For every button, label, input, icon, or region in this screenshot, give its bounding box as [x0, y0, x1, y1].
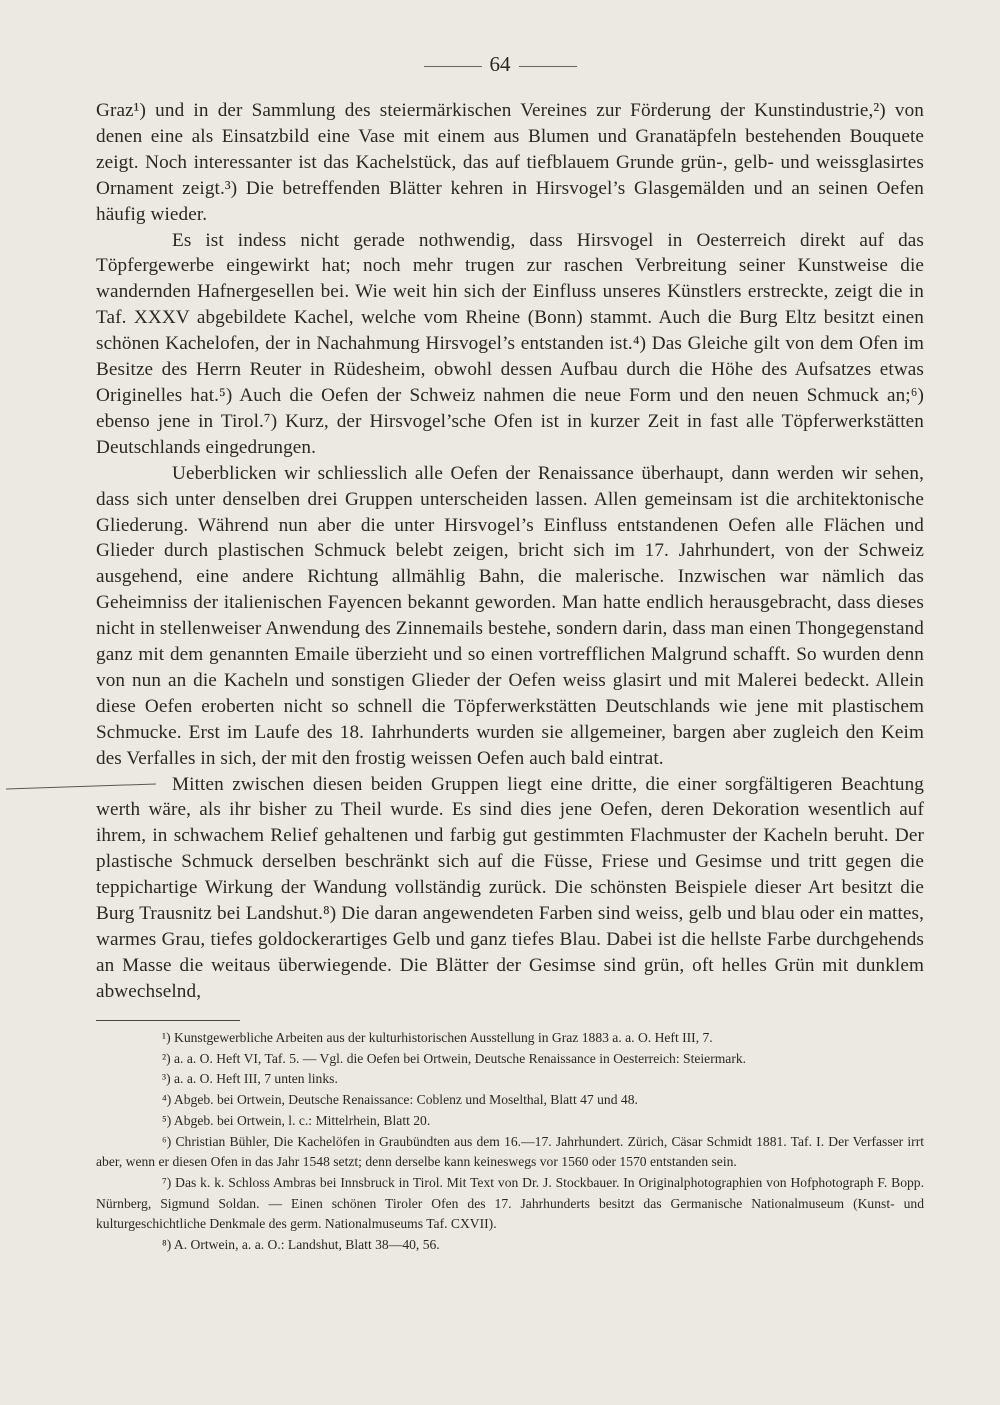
footnote-separator	[96, 1020, 240, 1021]
footnotes	[96, 1028, 924, 1256]
footnote: ¹) Kunstgewerbliche Arbeiten aus der kulturhistorischen Ausstellung in Graz 1883 a. a. O. Heft III, 7.	[162, 1030, 713, 1045]
paragraph: Graz¹) und in der Sammlung des steiermärkischen Vereines zur Förderung der Kunstindustrie,²) von denen eine als Einsatzbild eine Vase mit einem aus Blumen und Granatäpfeln bestehenden Bouquete zeigt. Noch interessanter ist das Kachelstück, das auf tiefblauem Grunde grün-, gelb- und weissglasirtes Ornament zeigt.³) Die betreffenden Blätter kehren in Hirsvogel’s Glasgemälden und an seinen Oefen häufig wieder.	[96, 100, 924, 225]
paragraph: Mitten zwischen diesen beiden Gruppen liegt eine dritte, die einer sorgfältigeren Beachtung werth wäre, als ihr bisher zu Theil wurde. Es sind dies jene Oefen, deren Dekoration wesentlich auf ihrem, in schwachem Relief gehaltenen und farbig gut gestimmten Flachmuster der Kacheln beruht. Der plastische Schmuck derselben beschränkt sich auf die Füsse, Friese und Gesimse und tritt gegen die teppichartige Wirkung der Wandung vollständig zurück. Die schönsten Beispiele dieser Art besitzt die Burg Trausnitz bei Landshut.⁸) Die daran angewendeten Farben sind weiss, gelb und blau oder ein mattes, warmes Grau, tiefes goldockerartiges Gelb und ganz tiefes Blau. Dabei ist die hellste Farbe durchgehends an Masse die weitaus überwiegende. Die Blätter der Gesimse sind grün, oft helles Grün mit dunklem abwechselnd,	[96, 773, 924, 1002]
page-number: 64	[489, 52, 511, 76]
header-rule-right	[519, 66, 577, 67]
footnote: ²) a. a. O. Heft VI, Taf. 5. — Vgl. die Oefen bei Ortwein, Deutsche Renaissance in Oesterreich: Steiermark.	[162, 1050, 747, 1066]
footnote: ⁸) A. Ortwein, a. a. O.: Landshut, Blatt 38—40, 56.	[162, 1237, 440, 1253]
footnote: ⁶) Christian Bühler, Die Kachelöfen in Graubündten aus dem 16.—17. Jahrhundert. Zürich, Cäsar Schmidt 1881. Taf. I. Der Verfasser irrt aber, wenn er diesen Ofen in das Jahr 1548 setzt; denn derselbe kann keineswegs vor 1560 oder 1570 entstanden sein.	[96, 1133, 924, 1170]
footnote: ⁷) Das k. k. Schloss Ambras bei Innsbruck in Tirol. Mit Text von Dr. J. Stockbauer. In Originalphotographien von Hofphotograph F. Bopp. Nürnberg, Sigmund Soldan. — Einen schönen Tiroler Ofen des 17. Jahrhunderts besitzt das Germanische Nationalmuseum (Kunst- und kulturgeschichtliche Denkmale des germ. Nationalmuseums Taf. CXVII).	[96, 1174, 924, 1232]
header-rule-left	[424, 66, 482, 67]
main-text	[96, 98, 924, 1005]
footnote: ⁵) Abgeb. bei Ortwein, l. c.: Mittelrhein, Blatt 20.	[162, 1112, 431, 1128]
paragraph: Ueberblicken wir schliesslich alle Oefen der Renaissance überhaupt, dann werden wir sehen, dass sich unter denselben drei Gruppen unterscheiden lassen. Allen gemeinsam ist die architektonische Gliederung. Während nun aber die unter Hirsvogel’s Einfluss entstandenen Oefen alle Flächen und Glieder durch plastischen Schmuck belebt zeigen, bricht sich im 17. Jahrhundert, von der Schweiz ausgehend, eine andere Richtung allmählig Bahn, die malerische. Inzwischen war nämlich das Geheimniss der italienischen Fayencen bekannt geworden. Man hatte endlich herausgebracht, dass dieses nicht in stellenweiser Anwendung des Zinnemails bestehe, sondern darin, dass man einen Thongegenstand ganz mit dem genannten Emaile überzieht und so einen vortrefflichen Malgrund schafft. So wurden denn von nun an die Kacheln und sonstigen Glieder der Oefen weiss glasirt und mit Malerei bedeckt. Allein diese Oefen eroberten nicht so schnell die Töpferwerkstätten Deutschlands wie jene mit plastischem Schmucke. Erst im Laufe des 18. Iahrhunderts wurden sie allgemeiner, bargen aber zugleich den Keim des Verfalles in sich, der mit den frostig weissen Oefen auch bald eintrat.	[96, 462, 924, 769]
footnote: ⁴) Abgeb. bei Ortwein, Deutsche Renaissance: Coblenz und Moselthal, Blatt 47 und 48.	[162, 1092, 638, 1108]
paragraph: Es ist indess nicht gerade nothwendig, dass Hirsvogel in Oesterreich direkt auf das Töpfergewerbe eingewirkt hat; noch mehr trugen zur raschen Verbreitung seiner Kunstweise die wandernden Hafnergesellen bei. Wie weit hin sich der Einfluss unseres Künstlers erstreckte, zeigt die in Taf. XXXV abgebildete Kachel, welche vom Rheine (Bonn) stammt. Auch die Burg Eltz besitzt einen schönen Kachelofen, der in Nachahmung Hirsvogel’s entstanden ist.⁴) Das Gleiche gilt von dem Ofen im Besitze des Herrn Reuter in Rüdesheim, obwohl dessen Aufbau durch die Höhe des Aufsatzes etwas Originelles hat.⁵) Auch die Oefen der Schweiz nahmen die neue Form und den neuen Schmuck an;⁶) ebenso jene in Tirol.⁷) Kurz, der Hirsvogel’sche Ofen ist in kurzer Zeit in fast alle Töpferwerkstätten Deutschlands eingedrungen.	[96, 229, 924, 458]
pencil-margin-mark	[6, 783, 156, 791]
footnote: ³) a. a. O. Heft III, 7 unten links.	[162, 1071, 338, 1087]
page-header	[0, 52, 1000, 77]
